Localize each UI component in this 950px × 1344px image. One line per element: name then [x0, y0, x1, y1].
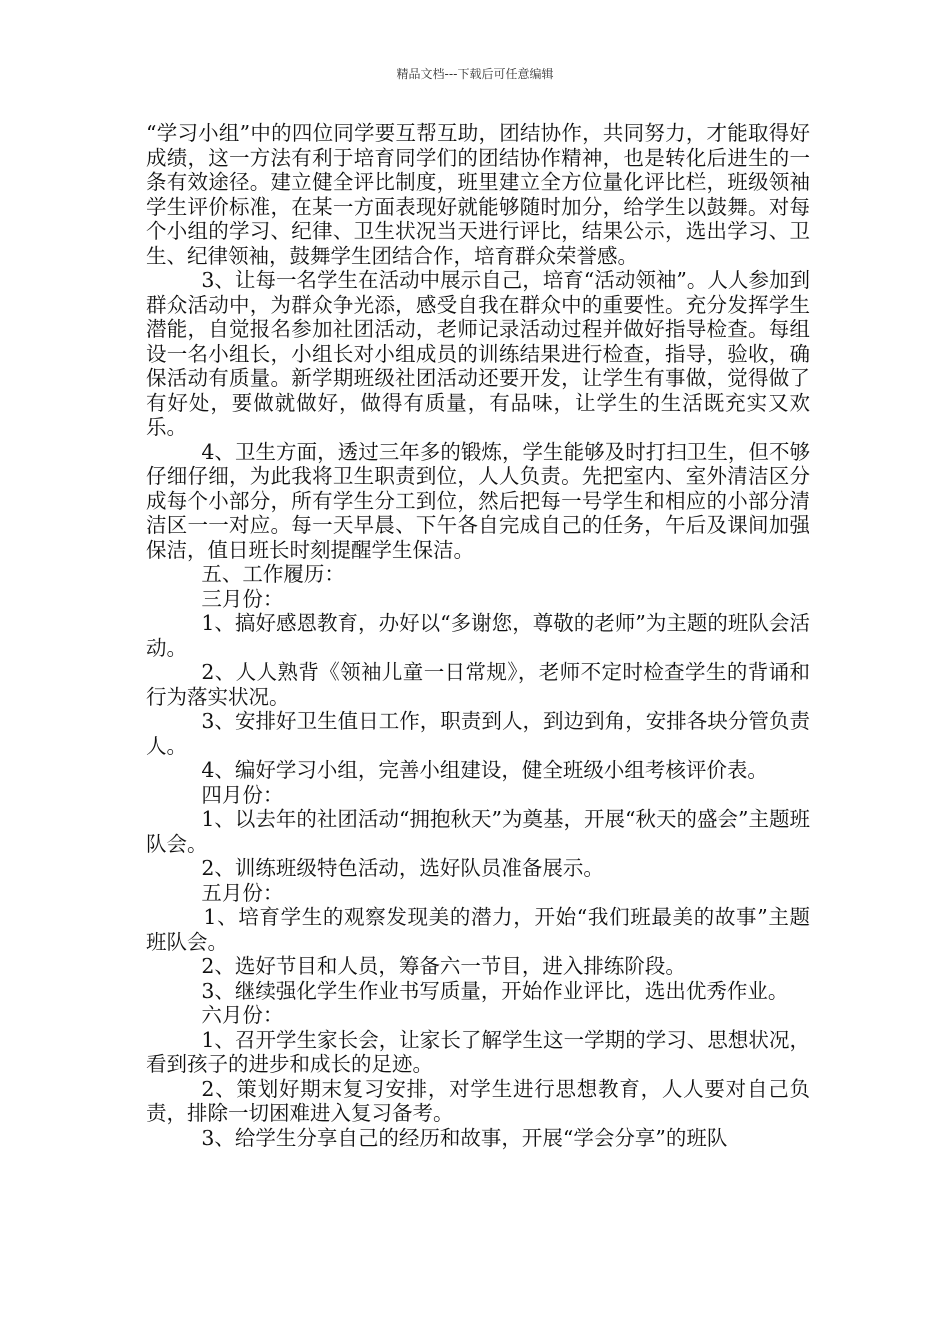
list-item: 2、人人熟背《领袖儿童一日常规》，老师不定时检查学生的背诵和行为落实状况。: [146, 660, 810, 709]
paragraph: 4、卫生方面，透过三年多的锻炼，学生能够及时打扫卫生，但不够仔细仔细，为此我将卫生职责到位，人人负责。先把室内、室外清洁区分成每个小部分，所有学生分工到位，然后把每一号学生和相应的小部分清洁区一一对应。每一天早晨、下午各自完成自己的任务，午后及课间加强保洁，值日班长时刻提醒学生保洁。: [146, 439, 810, 562]
list-item: 1、以去年的社团活动“拥抱秋天”为奠基，开展“秋天的盛会”主题班队会。: [146, 807, 810, 856]
paragraph: “学习小组”中的四位同学要互帮互助，团结协作，共同努力，才能取得好成绩，这一方法有利于培育同学们的团结协作精神，也是转化后进生的一条有效途径。建立健全评比制度，班里建立全方位量化评比栏，班级领袖学生评价标准，在某一方面表现好就能够随时加分，给学生以鼓舞。对每个小组的学习、纪律、卫生状况当天进行评比，结果公示，选出学习、卫生、纪律领袖，鼓舞学生团结合作，培育群众荣誉感。: [146, 121, 810, 268]
list-item: 2、选好节目和人员，筹备六一节目，进入排练阶段。: [201, 954, 686, 978]
list-item: 1、召开学生家长会，让家长了解学生这一学期的学习、思想状况，看到孩子的进步和成长的足迹。: [146, 1027, 810, 1076]
month-heading: 五月份：: [201, 880, 284, 905]
list-item: 1、搞好感恩教育，办好以“多谢您，尊敬的老师”为主题的班队会活动。: [146, 611, 810, 660]
list-item: 2、训练班级特色活动，选好队员准备展示。: [201, 856, 604, 880]
month-heading: 六月份：: [201, 1003, 284, 1027]
month-heading: 四月份：: [201, 782, 284, 807]
paragraph: 3、让每一名学生在活动中展示自己，培育“活动领袖”。人人参加到群众活动中，为群众争光添，感受自我在群众中的重要性。充分发挥学生潜能，自觉报名参加社团活动，老师记录活动过程并做好指导检查。每组设一名小组长，小组长对小组成员的训练结果进行检查，指导，验收，确保活动有质量。新学期班级社团活动还要开发，让学生有事做，觉得做了有好处，要做就做好，做得有质量，有品味，让学生的生活既充实又欢乐。: [146, 268, 810, 439]
list-item: 2、策划好期末复习安排，对学生进行思想教育，人人要对自己负责，排除一切困难进入复习备考。: [146, 1076, 810, 1125]
list-item: 4、编好学习小组，完善小组建设，健全班级小组考核评价表。: [201, 758, 768, 782]
section-heading: 五、工作履历：: [201, 562, 345, 586]
list-item: 1、培育学生的观察发现美的潜力，开始“我们班最美的故事”主题班队会。: [146, 905, 810, 954]
list-item: 3、给学生分享自己的经历和故事，开展“学会分享”的班队: [201, 1125, 728, 1150]
month-heading: 三月份：: [201, 586, 284, 611]
document-body: [146, 121, 810, 1150]
list-item: 3、继续强化学生作业书写质量，开始作业评比，选出优秀作业。: [201, 978, 789, 1003]
list-item: 3、安排好卫生值日工作，职责到人，到边到角，安排各块分管负责人。: [146, 709, 810, 758]
page-header: 精品文档---下载后可任意编辑: [396, 67, 554, 81]
